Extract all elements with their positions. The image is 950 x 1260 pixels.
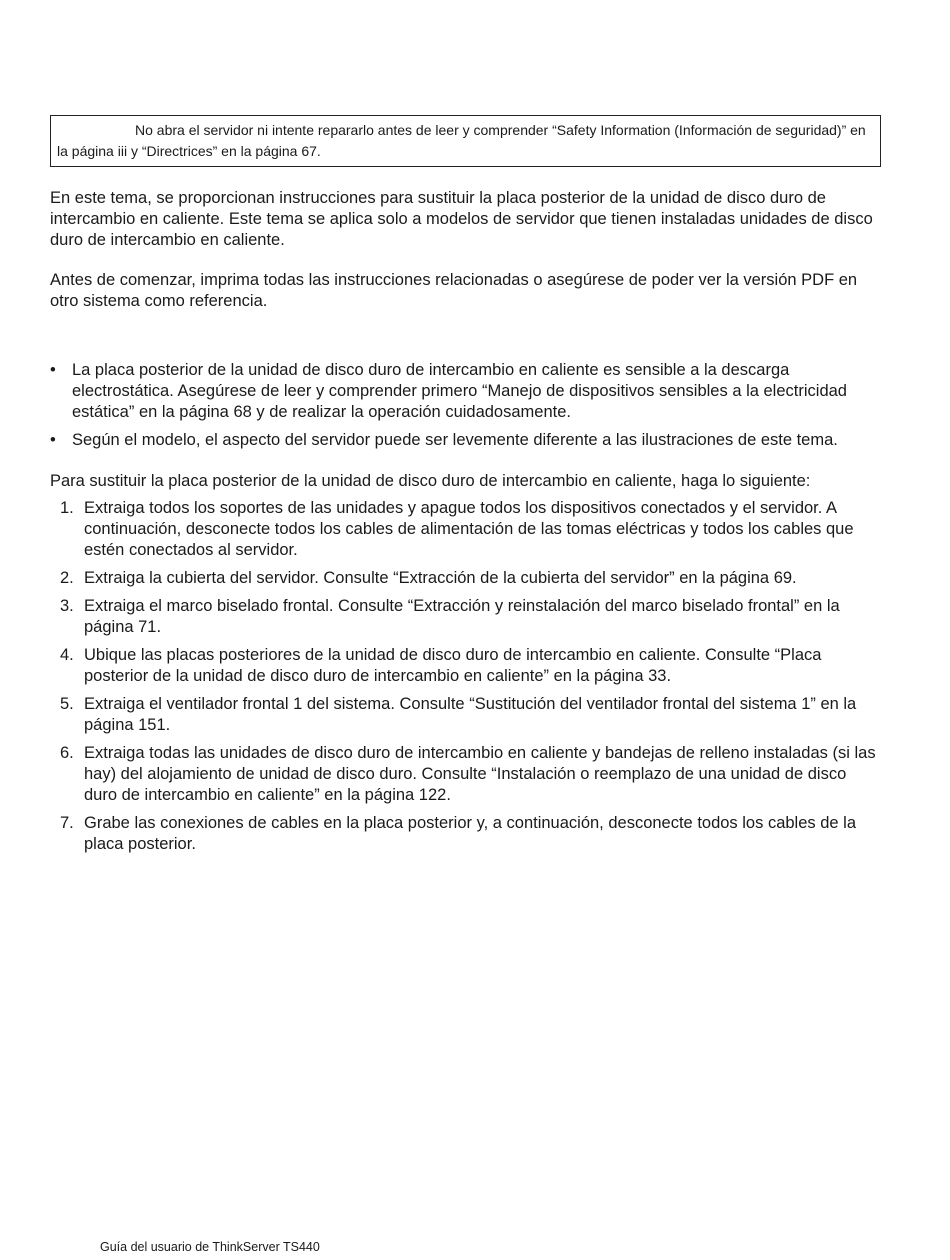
before-start-paragraph: Antes de comenzar, imprima todas las instrucciones relacionadas o asegúrese de poder ver la versión PDF en otro sistema como referencia. — [50, 271, 858, 310]
safety-notice-box — [50, 115, 881, 167]
step-number: 4. — [60, 646, 74, 664]
step-text: Grabe las conexiones de cables en la placa posterior y, a continuación, desconecte todos los cables de la placa posterior. — [84, 814, 857, 853]
step-text: Extraiga el marco biselado frontal. Consulte “Extracción y reinstalación del marco biselado frontal” en la página 71. — [84, 597, 840, 636]
step-number: 7. — [60, 814, 74, 832]
bullet-item — [50, 360, 880, 423]
bullet-icon: • — [50, 361, 56, 379]
step-item — [50, 694, 880, 736]
bullet-item — [50, 430, 880, 451]
step-item — [50, 498, 880, 561]
bullet-text: La placa posterior de la unidad de disco duro de intercambio en caliente es sensible a la descarga electrostática. Asegúrese de leer y comprender primero “Manejo de dispositivos sensibles a la electricidad estática” en la página 68 y de realizar la operación cuidadosamente. — [72, 361, 847, 421]
bullet-text: Según el modelo, el aspecto del servidor puede ser levemente diferente a las ilustraciones de este tema. — [72, 431, 838, 449]
step-number: 3. — [60, 597, 74, 615]
page-footer: Guía del usuario de ThinkServer TS440 — [100, 1240, 320, 1254]
step-text: Extraiga todas las unidades de disco duro de intercambio en caliente y bandejas de relleno instaladas (si las hay) del alojamiento de unidad de disco duro. Consulte “Instalación o reemplazo de una unidad de disco duro de intercambio en caliente” en la página 122. — [84, 744, 876, 804]
step-item — [50, 743, 880, 806]
bullet-icon: • — [50, 431, 56, 449]
step-number: 5. — [60, 695, 74, 713]
step-item — [50, 645, 880, 687]
procedure-step-list — [50, 498, 880, 862]
step-item — [50, 813, 880, 855]
step-text: Extraiga todos los soportes de las unidades y apague todos los dispositivos conectados y el servidor. A continuación, desconecte todos los cables de alimentación de las tomas eléctricas y todos los cables que estén conectados al servidor. — [84, 499, 854, 559]
intro-paragraph: En este tema, se proporcionan instrucciones para sustituir la placa posterior de la unidad de disco duro de intercambio en caliente. Este tema se aplica solo a modelos de servidor que tienen instaladas unidades de disco duro de intercambio en caliente. — [50, 189, 873, 249]
step-number: 6. — [60, 744, 74, 762]
step-item — [50, 568, 880, 589]
step-number: 2. — [60, 569, 74, 587]
step-text: Extraiga la cubierta del servidor. Consulte “Extracción de la cubierta del servidor” en la página 69. — [84, 569, 797, 587]
attention-bullet-list — [50, 360, 880, 458]
procedure-intro: Para sustituir la placa posterior de la unidad de disco duro de intercambio en caliente, haga lo siguiente: — [50, 472, 811, 490]
step-number: 1. — [60, 499, 74, 517]
step-text: Ubique las placas posteriores de la unidad de disco duro de intercambio en caliente. Consulte “Placa posterior de la unidad de disco duro de intercambio en caliente” en la página 33. — [84, 646, 822, 685]
step-item — [50, 596, 880, 638]
notice-text: No abra el servidor ni intente repararlo antes de leer y comprender “Safety Information (Información de seguridad)” en la página iii y “Directrices” en la página 67. — [57, 122, 866, 159]
step-text: Extraiga el ventilador frontal 1 del sistema. Consulte “Sustitución del ventilador frontal del sistema 1” en la página 151. — [84, 695, 857, 734]
